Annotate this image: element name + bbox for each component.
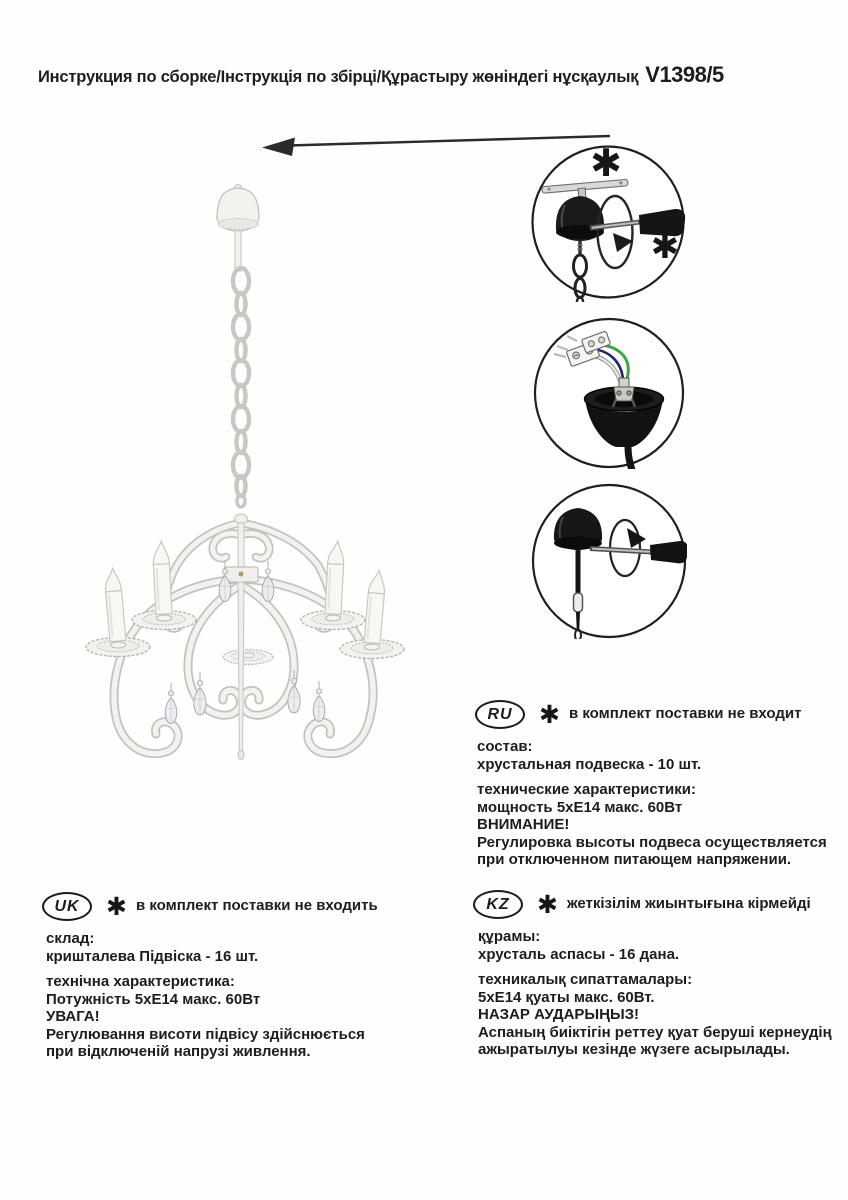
- suspension-chain: [233, 268, 249, 496]
- candles: [86, 541, 404, 659]
- specs-label: технические характеристики:: [477, 781, 696, 798]
- specs-value: Потужність 5хЕ14 макс. 60Вт: [46, 990, 261, 1008]
- asterisk-icon: ✱: [650, 227, 680, 267]
- warning-line: Аспаның биіктігін реттеу қуат беруші кернеудің: [478, 1023, 832, 1041]
- language-badge-kz: KZ: [473, 890, 523, 919]
- model-number: V1398/5: [645, 62, 724, 87]
- specs-value: 5хЕ14 қуаты макс. 60Вт.: [478, 988, 655, 1006]
- section-uk: [40, 888, 425, 1061]
- section-ru: [465, 700, 848, 869]
- specs-value: мощность 5хЕ14 макс. 60Вт: [477, 798, 683, 816]
- composition-label: құрамы:: [478, 928, 541, 945]
- not-included-note: жеткізілім жиынтығына кірмейді: [566, 895, 811, 912]
- white-canopy: [217, 185, 259, 272]
- specs-label: технічна характеристика:: [46, 973, 235, 990]
- chandelier-illustration: [70, 175, 470, 805]
- not-included-note: в комплект поставки не входить: [135, 897, 378, 914]
- page-title: [38, 62, 724, 88]
- composition-label: состав:: [477, 738, 533, 755]
- warning-line: ажыратылуы кезінде жүзеге асырылады.: [478, 1041, 790, 1058]
- step-2-diagram: [533, 317, 685, 469]
- bobeche: [223, 650, 273, 665]
- not-included-note: в комплект поставки не входит: [568, 705, 802, 722]
- warning-line: Регулировка высоты подвеса осуществляется: [477, 833, 827, 851]
- composition-label: склад:: [46, 930, 95, 947]
- warning-line: при відключеній напрузі живлення.: [46, 1043, 311, 1060]
- warning-title: ВНИМАНИЕ!: [477, 816, 570, 833]
- power-cord: [628, 447, 632, 469]
- language-badge-uk: UK: [42, 892, 92, 921]
- warning-line: Регулювання висоти підвісу здійснюється: [46, 1025, 365, 1043]
- asterisk-icon: ✱: [106, 892, 127, 921]
- asterisk-icon: ✱: [590, 142, 622, 185]
- language-badge-ru: RU: [475, 700, 525, 729]
- section-kz: [463, 886, 848, 1059]
- warning-line: при отключенном питающем напряжении.: [477, 851, 792, 868]
- warning-title: УВАГА!: [46, 1008, 100, 1025]
- asterisk-icon: ✱: [537, 890, 558, 919]
- composition-value: хрусталь аспасы - 16 дана.: [478, 945, 680, 963]
- warning-title: НАЗАР АУДАРЫҢЫЗ!: [478, 1006, 640, 1023]
- asterisk-icon: ✱: [539, 700, 560, 729]
- specs-label: техникалық сипаттамалары:: [478, 971, 693, 988]
- title-text: Инструкция по сборке/Інструкція по збірці/Құрастыру жөніндегі нұсқаулық: [38, 68, 639, 86]
- step-3-diagram: [531, 483, 687, 639]
- step-1-diagram: [528, 142, 688, 302]
- composition-value: кришталева Підвіска - 16 шт.: [46, 947, 259, 965]
- composition-value: хрустальная подвеска - 10 шт.: [477, 755, 702, 773]
